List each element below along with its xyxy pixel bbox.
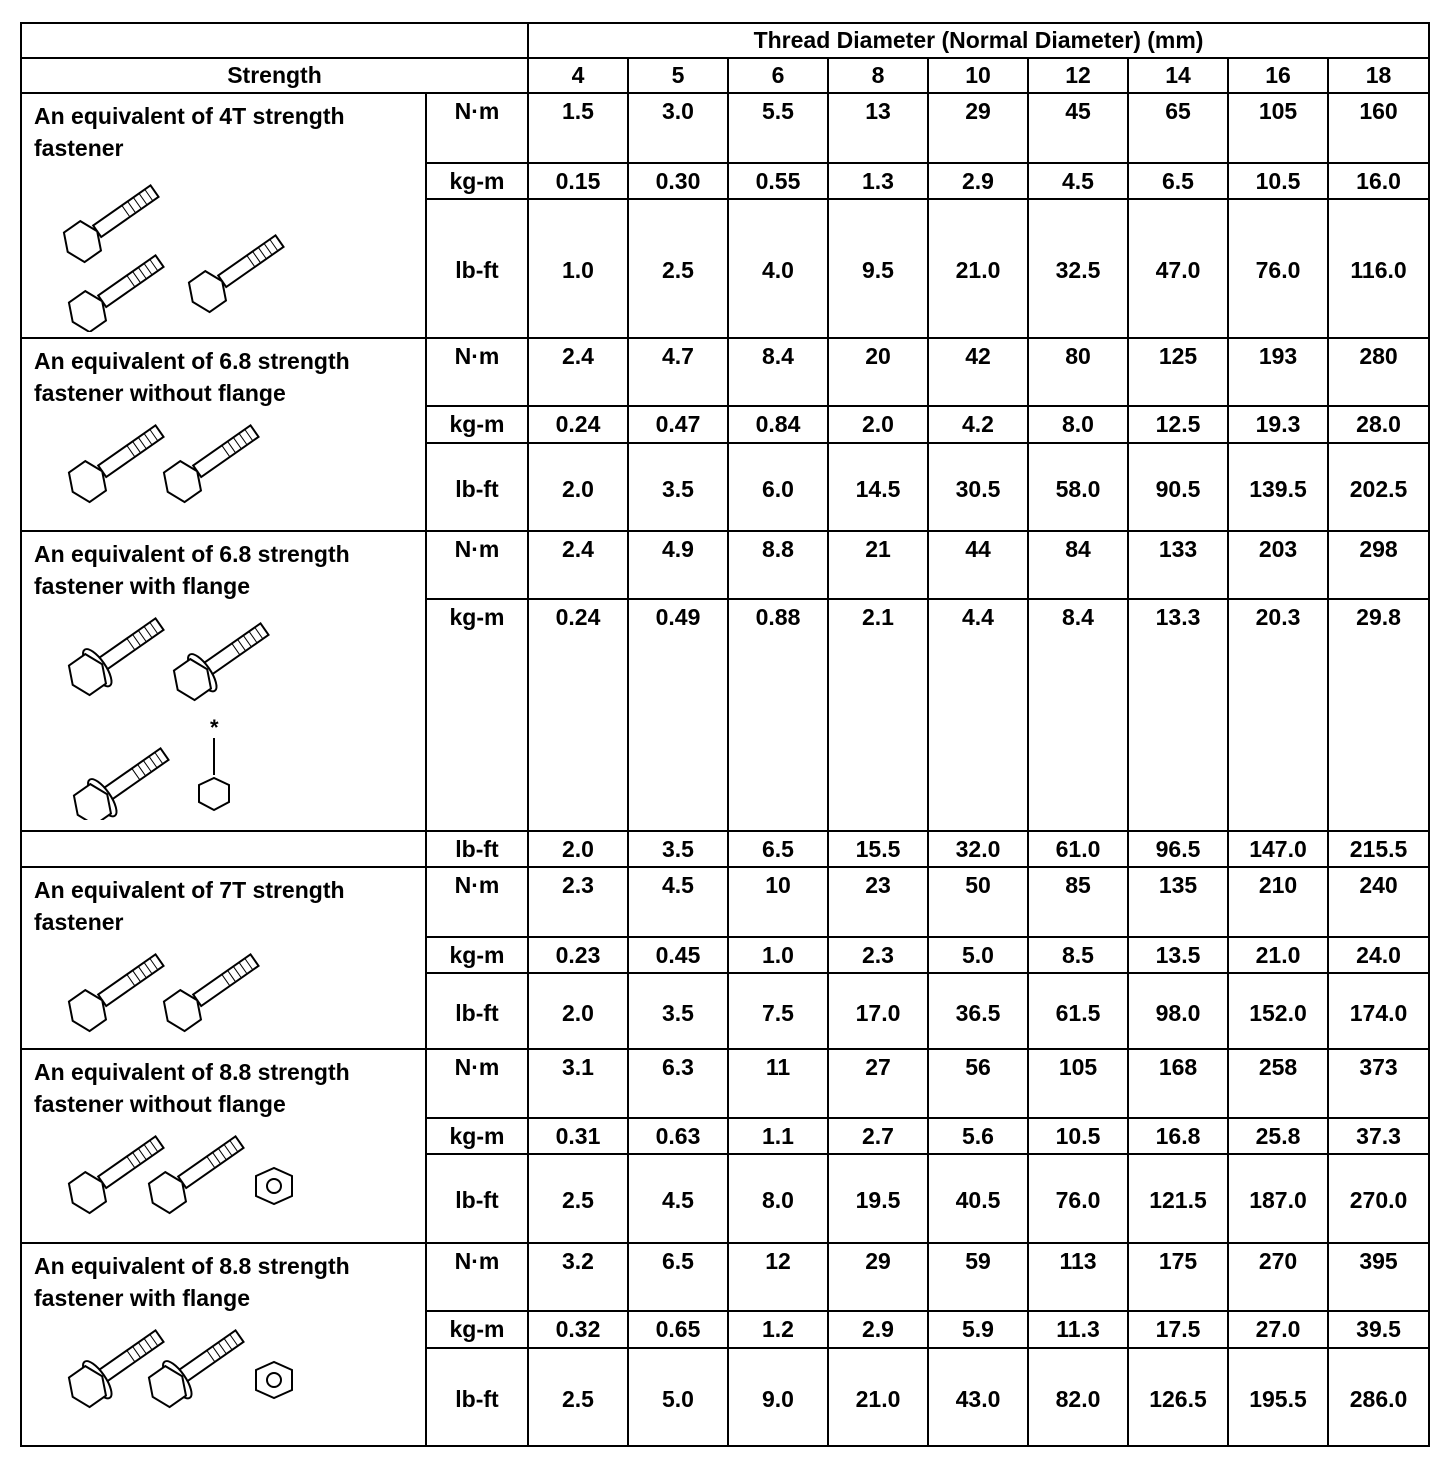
unit-cell: lb-ft	[426, 443, 528, 531]
torque-value: 6.5	[1128, 163, 1228, 199]
header-row-2	[21, 58, 1429, 93]
strength-label: An equivalent of 8.8 strength fastener with flange	[34, 1253, 350, 1311]
torque-value: 59	[928, 1243, 1028, 1311]
torque-value: 0.84	[728, 406, 828, 443]
torque-value: 2.0	[528, 443, 628, 531]
torque-value: 12.5	[1128, 406, 1228, 443]
torque-value: 65	[1128, 93, 1228, 163]
torque-value: 13	[828, 93, 928, 163]
table-row	[21, 831, 1429, 867]
torque-value: 15.5	[828, 831, 928, 867]
torque-value: 203	[1228, 531, 1328, 599]
strength-label: An equivalent of 4T strength fastener	[34, 103, 345, 161]
torque-value: 280	[1328, 338, 1429, 406]
torque-value: 6.0	[728, 443, 828, 531]
torque-value: 168	[1128, 1049, 1228, 1118]
torque-value: 0.24	[528, 406, 628, 443]
torque-value: 8.4	[728, 338, 828, 406]
torque-value: 3.1	[528, 1049, 628, 1118]
unit-cell: kg-m	[426, 937, 528, 973]
torque-value: 1.5	[528, 93, 628, 163]
torque-value: 2.9	[928, 163, 1028, 199]
bolts-7t-icon	[34, 946, 414, 1041]
torque-value: 2.1	[828, 599, 928, 831]
torque-value: 17.5	[1128, 1311, 1228, 1348]
torque-value: 2.9	[828, 1311, 928, 1348]
torque-value: 7.5	[728, 973, 828, 1049]
torque-value: 29.8	[1328, 599, 1429, 831]
unit-cell: N·m	[426, 1243, 528, 1311]
torque-value: 45	[1028, 93, 1128, 163]
torque-value: 85	[1028, 867, 1128, 937]
torque-value: 9.5	[828, 199, 928, 338]
torque-value: 23	[828, 867, 928, 937]
torque-value: 202.5	[1328, 443, 1429, 531]
torque-value: 9.0	[728, 1348, 828, 1446]
torque-value: 152.0	[1228, 973, 1328, 1049]
torque-table	[20, 22, 1430, 1447]
torque-value: 10	[728, 867, 828, 937]
torque-value: 29	[928, 93, 1028, 163]
torque-value: 270.0	[1328, 1154, 1429, 1243]
strength-cell	[21, 93, 426, 338]
torque-value: 16.8	[1128, 1118, 1228, 1154]
torque-value: 1.0	[728, 937, 828, 973]
torque-value: 0.45	[628, 937, 728, 973]
torque-value: 0.47	[628, 406, 728, 443]
torque-value: 10.5	[1028, 1118, 1128, 1154]
torque-value: 4.9	[628, 531, 728, 599]
torque-value: 13.3	[1128, 599, 1228, 831]
torque-value: 2.4	[528, 338, 628, 406]
torque-value: 21.0	[828, 1348, 928, 1446]
torque-value: 43.0	[928, 1348, 1028, 1446]
unit-cell: N·m	[426, 338, 528, 406]
torque-value: 3.2	[528, 1243, 628, 1311]
torque-value: 1.0	[528, 199, 628, 338]
torque-value: 5.0	[928, 937, 1028, 973]
torque-value: 193	[1228, 338, 1328, 406]
strength-cell	[21, 1243, 426, 1446]
torque-value: 14.5	[828, 443, 928, 531]
header-row-1	[21, 23, 1429, 58]
torque-value: 139.5	[1228, 443, 1328, 531]
unit-cell: N·m	[426, 531, 528, 599]
torque-value: 0.15	[528, 163, 628, 199]
unit-cell: lb-ft	[426, 1154, 528, 1243]
table-row	[21, 338, 1429, 406]
torque-value: 8.4	[1028, 599, 1128, 831]
torque-value: 50	[928, 867, 1028, 937]
torque-value: 5.5	[728, 93, 828, 163]
strength-cell	[21, 531, 426, 831]
torque-value: 0.65	[628, 1311, 728, 1348]
table-row	[21, 93, 1429, 163]
torque-value: 210	[1228, 867, 1328, 937]
unit-cell: lb-ft	[426, 973, 528, 1049]
torque-value: 3.5	[628, 443, 728, 531]
unit-cell: kg-m	[426, 406, 528, 443]
torque-value: 187.0	[1228, 1154, 1328, 1243]
torque-value: 2.7	[828, 1118, 928, 1154]
torque-value: 47.0	[1128, 199, 1228, 338]
unit-cell: lb-ft	[426, 831, 528, 867]
torque-value: 135	[1128, 867, 1228, 937]
torque-value: 174.0	[1328, 973, 1429, 1049]
table-row	[21, 531, 1429, 599]
torque-value: 2.0	[528, 973, 628, 1049]
torque-value: 30.5	[928, 443, 1028, 531]
unit-cell: kg-m	[426, 1311, 528, 1348]
torque-value: 4.5	[628, 1154, 728, 1243]
torque-value: 6.5	[728, 831, 828, 867]
torque-value: 61.5	[1028, 973, 1128, 1049]
torque-value: 3.0	[628, 93, 728, 163]
torque-value: 42	[928, 338, 1028, 406]
torque-value: 215.5	[1328, 831, 1429, 867]
unit-cell: kg-m	[426, 1118, 528, 1154]
unit-cell: N·m	[426, 93, 528, 163]
strength-label: An equivalent of 8.8 strength fastener without flange	[34, 1059, 350, 1117]
torque-value: 373	[1328, 1049, 1429, 1118]
torque-value: 125	[1128, 338, 1228, 406]
torque-value: 2.5	[528, 1348, 628, 1446]
table-row	[21, 1049, 1429, 1118]
torque-value: 5.0	[628, 1348, 728, 1446]
strength-label: An equivalent of 6.8 strength fastener with flange	[34, 541, 350, 599]
torque-value: 11	[728, 1049, 828, 1118]
torque-value: 29	[828, 1243, 928, 1311]
torque-value: 96.5	[1128, 831, 1228, 867]
torque-value: 298	[1328, 531, 1429, 599]
torque-value: 98.0	[1128, 973, 1228, 1049]
torque-value: 2.3	[828, 937, 928, 973]
diameter-header: 16	[1228, 58, 1328, 93]
strength-label: An equivalent of 6.8 strength fastener without flange	[34, 348, 350, 406]
torque-value: 0.88	[728, 599, 828, 831]
torque-value: 13.5	[1128, 937, 1228, 973]
torque-value: 160	[1328, 93, 1429, 163]
torque-value: 121.5	[1128, 1154, 1228, 1243]
torque-value: 19.3	[1228, 406, 1328, 443]
torque-value: 395	[1328, 1243, 1429, 1311]
torque-value: 0.55	[728, 163, 828, 199]
diameter-header: 8	[828, 58, 928, 93]
diameter-header: 6	[728, 58, 828, 93]
unit-cell: kg-m	[426, 163, 528, 199]
torque-value: 82.0	[1028, 1348, 1128, 1446]
torque-value: 20	[828, 338, 928, 406]
torque-value: 0.24	[528, 599, 628, 831]
torque-value: 37.3	[1328, 1118, 1429, 1154]
torque-value: 2.5	[628, 199, 728, 338]
torque-value: 19.5	[828, 1154, 928, 1243]
torque-value: 3.5	[628, 973, 728, 1049]
thread-diameter-header: Thread Diameter (Normal Diameter) (mm)	[528, 23, 1429, 58]
unit-cell: kg-m	[426, 599, 528, 831]
torque-value: 80	[1028, 338, 1128, 406]
torque-value: 8.5	[1028, 937, 1128, 973]
strength-cell	[21, 338, 426, 531]
torque-value: 27	[828, 1049, 928, 1118]
torque-value: 5.9	[928, 1311, 1028, 1348]
strength-header: Strength	[21, 58, 528, 93]
torque-value: 4.2	[928, 406, 1028, 443]
torque-value: 5.6	[928, 1118, 1028, 1154]
torque-value: 21	[828, 531, 928, 599]
torque-value: 90.5	[1128, 443, 1228, 531]
torque-value: 105	[1028, 1049, 1128, 1118]
torque-value: 258	[1228, 1049, 1328, 1118]
torque-value: 2.5	[528, 1154, 628, 1243]
svg-text:*: *	[210, 715, 219, 740]
torque-value: 36.5	[928, 973, 1028, 1049]
torque-value: 4.5	[628, 867, 728, 937]
unit-cell: N·m	[426, 867, 528, 937]
blank-corner	[21, 23, 528, 58]
torque-value: 2.3	[528, 867, 628, 937]
torque-value: 17.0	[828, 973, 928, 1049]
torque-value: 39.5	[1328, 1311, 1429, 1348]
torque-value: 1.1	[728, 1118, 828, 1154]
torque-value: 58.0	[1028, 443, 1128, 531]
torque-value: 133	[1128, 531, 1228, 599]
torque-value: 32.0	[928, 831, 1028, 867]
torque-value: 11.3	[1028, 1311, 1128, 1348]
torque-value: 2.0	[828, 406, 928, 443]
torque-value: 270	[1228, 1243, 1328, 1311]
strength-cell	[21, 867, 426, 1049]
torque-value: 3.5	[628, 831, 728, 867]
unit-cell: lb-ft	[426, 199, 528, 338]
diameter-header: 4	[528, 58, 628, 93]
torque-value: 40.5	[928, 1154, 1028, 1243]
strength-cell	[21, 1049, 426, 1243]
torque-value: 4.4	[928, 599, 1028, 831]
torque-value: 116.0	[1328, 199, 1429, 338]
torque-value: 113	[1028, 1243, 1128, 1311]
torque-value: 0.23	[528, 937, 628, 973]
torque-value: 0.49	[628, 599, 728, 831]
bolts-4t-icon	[34, 172, 414, 332]
torque-value: 105	[1228, 93, 1328, 163]
torque-value: 32.5	[1028, 199, 1128, 338]
torque-value: 10.5	[1228, 163, 1328, 199]
torque-value: 28.0	[1328, 406, 1429, 443]
diameter-header: 10	[928, 58, 1028, 93]
diameter-header: 18	[1328, 58, 1429, 93]
torque-value: 0.32	[528, 1311, 628, 1348]
bolts-8-8-flange-icon	[34, 1322, 414, 1417]
torque-value: 126.5	[1128, 1348, 1228, 1446]
unit-cell: lb-ft	[426, 1348, 528, 1446]
torque-value: 286.0	[1328, 1348, 1429, 1446]
torque-value: 8.8	[728, 531, 828, 599]
torque-value: 4.0	[728, 199, 828, 338]
bolts-8-8-no-flange-icon	[34, 1128, 414, 1223]
torque-value: 2.4	[528, 531, 628, 599]
table-row	[21, 867, 1429, 937]
torque-value: 84	[1028, 531, 1128, 599]
strength-label: An equivalent of 7T strength fastener	[34, 877, 345, 935]
torque-value: 12	[728, 1243, 828, 1311]
torque-value: 240	[1328, 867, 1429, 937]
torque-value: 76.0	[1228, 199, 1328, 338]
torque-value: 0.30	[628, 163, 728, 199]
diameter-header: 12	[1028, 58, 1128, 93]
torque-value: 6.3	[628, 1049, 728, 1118]
torque-value: 8.0	[728, 1154, 828, 1243]
torque-value: 20.3	[1228, 599, 1328, 831]
bolts-6-8-no-flange-icon	[34, 417, 414, 512]
torque-value: 56	[928, 1049, 1028, 1118]
unit-cell: N·m	[426, 1049, 528, 1118]
torque-value: 4.7	[628, 338, 728, 406]
torque-value: 8.0	[1028, 406, 1128, 443]
torque-value: 21.0	[1228, 937, 1328, 973]
torque-value: 4.5	[1028, 163, 1128, 199]
diameter-header: 14	[1128, 58, 1228, 93]
empty-strength-cell	[21, 831, 426, 867]
torque-value: 16.0	[1328, 163, 1429, 199]
bolts-6-8-flange-icon	[34, 610, 414, 820]
torque-value: 2.0	[528, 831, 628, 867]
torque-value: 147.0	[1228, 831, 1328, 867]
torque-value: 21.0	[928, 199, 1028, 338]
torque-value: 195.5	[1228, 1348, 1328, 1446]
torque-value: 25.8	[1228, 1118, 1328, 1154]
torque-value: 0.63	[628, 1118, 728, 1154]
torque-value: 1.3	[828, 163, 928, 199]
torque-value: 27.0	[1228, 1311, 1328, 1348]
torque-value: 175	[1128, 1243, 1228, 1311]
diameter-header: 5	[628, 58, 728, 93]
torque-value: 44	[928, 531, 1028, 599]
torque-value: 76.0	[1028, 1154, 1128, 1243]
torque-value: 0.31	[528, 1118, 628, 1154]
torque-value: 1.2	[728, 1311, 828, 1348]
table-row	[21, 1243, 1429, 1311]
torque-value: 61.0	[1028, 831, 1128, 867]
torque-value: 6.5	[628, 1243, 728, 1311]
torque-value: 24.0	[1328, 937, 1429, 973]
